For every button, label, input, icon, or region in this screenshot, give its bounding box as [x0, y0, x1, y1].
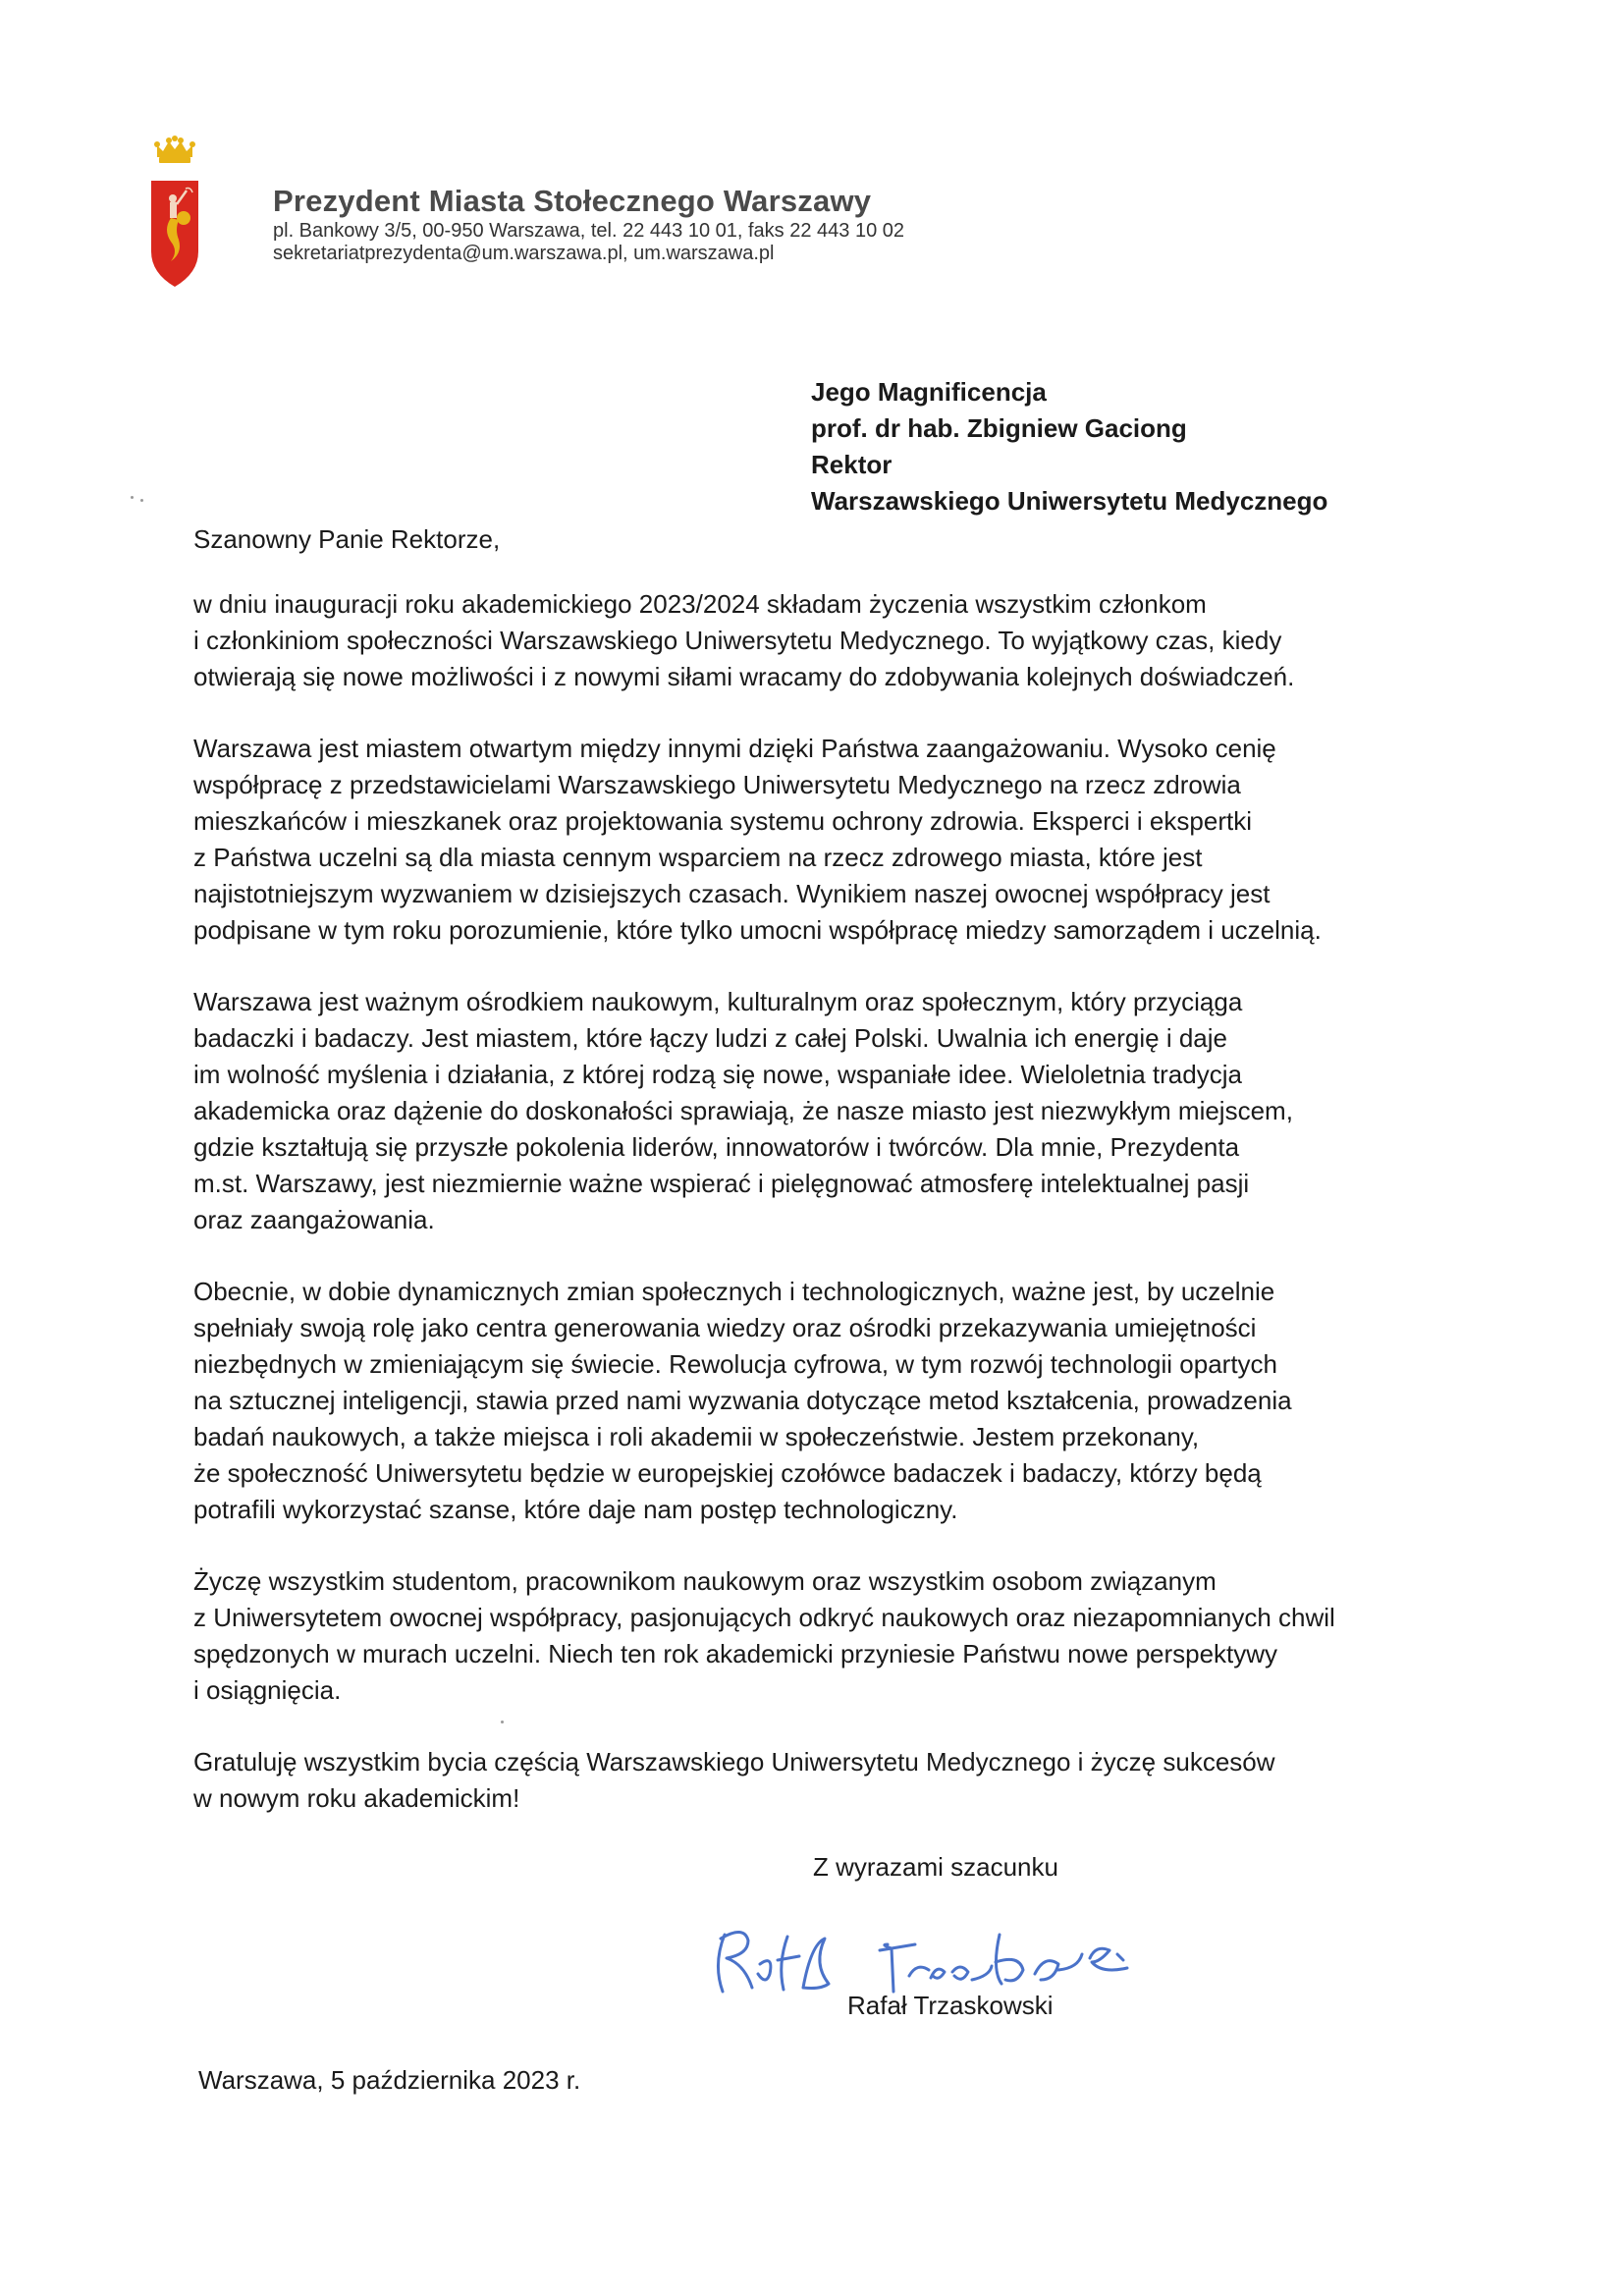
- text-line: Warszawa jest ważnym ośrodkiem naukowym, kulturalnym oraz społecznym, który przyciąga: [193, 987, 1243, 1016]
- text-line: w nowym roku akademickim!: [193, 1783, 520, 1813]
- text-line: Obecnie, w dobie dynamicznych zmian społecznych i technologicznych, ważne jest, by uczelnie: [193, 1277, 1275, 1306]
- addressee-line: prof. dr hab. Zbigniew Gaciong: [811, 413, 1187, 443]
- text-line: Życzę wszystkim studentom, pracownikom naukowym oraz wszystkim osobom związanym: [193, 1566, 1217, 1596]
- text-line: oraz zaangażowania.: [193, 1205, 435, 1234]
- paragraph: [193, 586, 1470, 695]
- paragraph: [193, 1744, 1470, 1817]
- text-line: i osiągnięcia.: [193, 1675, 342, 1705]
- paragraph: [193, 731, 1470, 949]
- letterhead-contact: sekretariatprezydenta@um.warszawa.pl, um.warszawa.pl: [273, 243, 775, 264]
- scan-speck: [140, 499, 143, 502]
- letter-body: [193, 586, 1470, 1852]
- addressee-block: [811, 374, 1557, 519]
- text-line: w dniu inauguracji roku akademickiego 2023/2024 składam życzenia wszystkim członkom: [193, 589, 1207, 619]
- text-line: m.st. Warszawy, jest niezmiernie ważne wspierać i pielęgnować atmosferę intelektualnej pasji: [193, 1169, 1250, 1198]
- scan-speck: [131, 496, 134, 499]
- text-line: z Państwa uczelni są dla miasta cennym wsparciem na rzecz zdrowego miasta, które jest: [193, 843, 1203, 872]
- paragraph: [193, 1563, 1470, 1709]
- text-line: podpisane w tym roku porozumienie, które tylko umocni współpracę miedzy samorządem i uczelnią.: [193, 915, 1322, 945]
- text-line: że społeczność Uniwersytetu będzie w europejskiej czołówce badaczek i badaczy, którzy będą: [193, 1458, 1262, 1488]
- text-line: mieszkańców i mieszkanek oraz projektowania systemu ochrony zdrowia. Eksperci i ekspertki: [193, 806, 1252, 836]
- text-line: im wolność myślenia i działania, z której rodzą się nowe, wspaniałe idee. Wieloletnia tradycja: [193, 1060, 1242, 1089]
- addressee-line: Rektor: [811, 450, 893, 479]
- letterhead-title: Prezydent Miasta Stołecznego Warszawy: [273, 184, 872, 218]
- text-line: badaczki i badaczy. Jest miastem, które łączy ludzi z całej Polski. Uwalnia ich energię i daje: [193, 1023, 1227, 1053]
- text-line: akademicka oraz dążenie do doskonałości sprawiają, że nasze miasto jest niezwykłym miejscem,: [193, 1096, 1293, 1125]
- warsaw-coat-of-arms-icon: [149, 136, 200, 289]
- text-line: Warszawa jest miastem otwartym między innymi dzięki Państwa zaangażowaniu. Wysoko cenię: [193, 734, 1276, 763]
- signer-name: Rafał Trzaskowski: [847, 1991, 1054, 2020]
- text-line: spełniały swoją rolę jako centra generowania wiedzy oraz ośrodki przekazywania umiejętności: [193, 1313, 1257, 1342]
- text-line: otwierają się nowe możliwości i z nowymi siłami wracamy do zdobywania kolejnych doświadczeń.: [193, 662, 1295, 691]
- scan-speck: [501, 1721, 504, 1723]
- text-line: i członkiniom społeczności Warszawskiego Uniwersytetu Medycznego. To wyjątkowy czas, kiedy: [193, 626, 1282, 655]
- text-line: potrafili wykorzystać szanse, które daje nam postęp technologiczny.: [193, 1495, 958, 1524]
- text-line: na sztucznej inteligencji, stawia przed nami wyzwania dotyczące metod kształcenia, prowadzenia: [193, 1386, 1292, 1415]
- addressee-line: Warszawskiego Uniwersytetu Medycznego: [811, 486, 1328, 516]
- letterhead: [273, 183, 1255, 265]
- text-line: gdzie kształtują się przyszłe pokolenia liderów, innowatorów i twórców. Dla mnie, Prezydenta: [193, 1132, 1240, 1162]
- text-line: współpracę z przedstawicielami Warszawskiego Uniwersytetu Medycznego na rzecz zdrowia: [193, 770, 1241, 799]
- text-line: Gratuluję wszystkim bycia częścią Warszawskiego Uniwersytetu Medycznego i życzę sukcesów: [193, 1747, 1275, 1777]
- text-line: najistotniejszym wyzwaniem w dzisiejszych czasach. Wynikiem naszej owocnej współpracy jest: [193, 879, 1271, 908]
- paragraph: [193, 984, 1470, 1238]
- text-line: spędzonych w murach uczelni. Niech ten rok akademicki przyniesie Państwu nowe perspektywy: [193, 1639, 1278, 1668]
- salutation: Szanowny Panie Rektorze,: [193, 524, 501, 554]
- closing-phrase: Z wyrazami szacunku: [813, 1852, 1058, 1882]
- text-line: badań naukowych, a także miejsca i roli akademii w społeczeństwie. Jestem przekonany,: [193, 1422, 1200, 1451]
- addressee-line: Jego Magnificencja: [811, 377, 1047, 407]
- letter-date: Warszawa, 5 października 2023 r.: [198, 2065, 581, 2095]
- text-line: z Uniwersytetem owocnej współpracy, pasjonujących odkryć naukowych oraz niezapomnianych chwil: [193, 1603, 1335, 1632]
- paragraph: [193, 1274, 1470, 1528]
- letterhead-address: pl. Bankowy 3/5, 00-950 Warszawa, tel. 22 443 10 01, faks 22 443 10 02: [273, 220, 904, 242]
- text-line: niezbędnych w zmieniającym się świecie. Rewolucja cyfrowa, w tym rozwój technologii opartych: [193, 1349, 1277, 1379]
